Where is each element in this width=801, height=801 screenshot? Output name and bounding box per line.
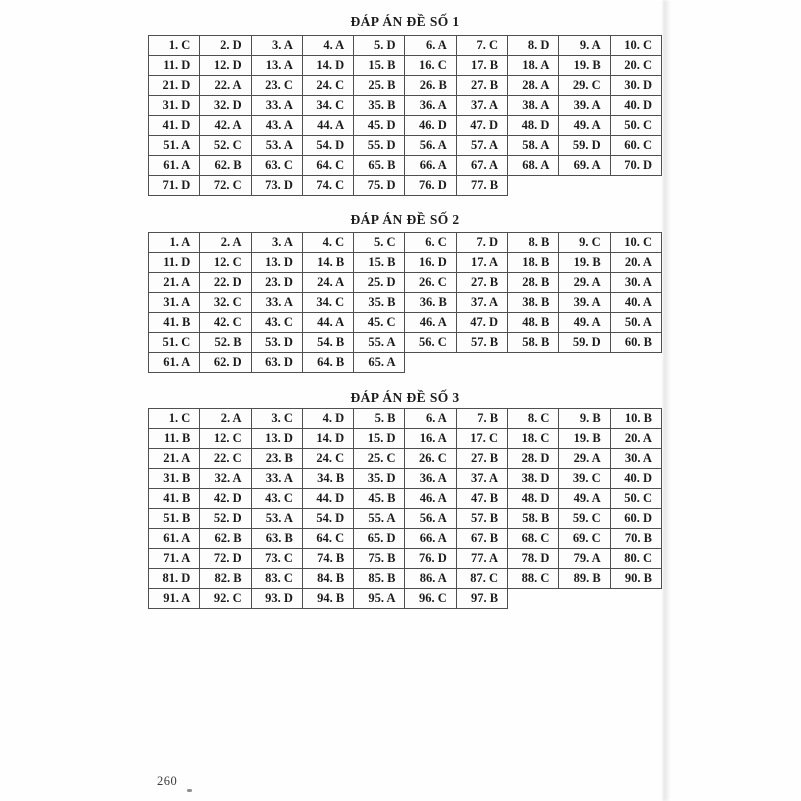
answer-table (148, 35, 662, 196)
answer-cell: 11. D (148, 252, 200, 273)
answer-cell: 58. B (507, 508, 559, 529)
answer-cell: 74. C (302, 175, 354, 196)
answer-cell: 65. A (353, 352, 405, 373)
answer-cell: 25. B (353, 75, 405, 96)
answer-cell: 95. A (353, 588, 405, 609)
answer-cell: 83. C (251, 568, 303, 589)
answer-cell: 77. A (456, 548, 508, 569)
answer-cell: 72. C (199, 175, 251, 196)
answer-cell: 38. A (507, 95, 559, 116)
answer-cell: 12. D (199, 55, 251, 76)
answer-cell: 74. B (302, 548, 354, 569)
answer-cell: 33. A (251, 292, 303, 313)
answer-cell: 1. A (148, 232, 200, 253)
answer-row (148, 95, 662, 116)
answer-cell: 48. D (507, 488, 559, 509)
answer-cell: 5. C (353, 232, 405, 253)
answer-cell: 17. C (456, 428, 508, 449)
answer-cell: 29. A (558, 272, 610, 293)
answer-cell: 6. A (404, 35, 456, 56)
answer-cell: 61. A (148, 155, 200, 176)
answer-cell: 27. B (456, 272, 508, 293)
answer-cell: 19. B (558, 252, 610, 273)
answer-cell: 37. A (456, 292, 508, 313)
answer-cell: 29. C (558, 75, 610, 96)
answer-cell: 62. B (199, 155, 251, 176)
answer-cell: 6. A (404, 408, 456, 429)
answer-cell: 35. B (353, 292, 405, 313)
answer-cell: 12. C (199, 428, 251, 449)
answer-cell: 31. A (148, 292, 200, 313)
answer-cell: 48. B (507, 312, 559, 333)
answer-cell: 32. A (199, 468, 251, 489)
answer-cell: 52. C (199, 135, 251, 156)
answer-cell: 36. B (404, 292, 456, 313)
answer-cell: 86. A (404, 568, 456, 589)
answer-cell: 35. B (353, 95, 405, 116)
answer-cell: 77. B (456, 175, 508, 196)
answer-cell: 37. A (456, 95, 508, 116)
answer-cell: 40. D (610, 95, 662, 116)
answer-cell: 96. C (404, 588, 456, 609)
answer-cell: 50. C (610, 115, 662, 136)
answer-cell: 11. D (148, 55, 200, 76)
answer-cell: 2. A (199, 232, 251, 253)
answer-cell: 41. D (148, 115, 200, 136)
answer-row (148, 292, 662, 313)
answer-cell: 30. A (610, 272, 662, 293)
answer-cell: 15. D (353, 428, 405, 449)
answer-cell: 28. B (507, 272, 559, 293)
answer-cell: 97. B (456, 588, 508, 609)
answer-cell: 13. D (251, 252, 303, 273)
answer-cell: 18. A (507, 55, 559, 76)
answer-cell: 36. A (404, 95, 456, 116)
answer-cell: 4. D (302, 408, 354, 429)
answer-cell: 34. C (302, 292, 354, 313)
answer-cell: 5. B (353, 408, 405, 429)
answer-cell: 4. A (302, 35, 354, 56)
answer-cell: 28. D (507, 448, 559, 469)
answer-cell: 46. A (404, 488, 456, 509)
answer-row (148, 428, 662, 449)
answer-cell: 39. A (558, 95, 610, 116)
answer-table (148, 232, 662, 373)
answer-cell: 39. C (558, 468, 610, 489)
answer-row (148, 332, 662, 353)
answer-cell: 39. A (558, 292, 610, 313)
answer-cell: 56. A (404, 508, 456, 529)
answer-row (148, 252, 662, 273)
answer-cell: 53. D (251, 332, 303, 353)
answer-cell: 45. B (353, 488, 405, 509)
answer-cell: 91. A (148, 588, 200, 609)
answer-cell: 14. D (302, 428, 354, 449)
answer-cell: 52. D (199, 508, 251, 529)
answer-cell: 16. D (404, 252, 456, 273)
answer-cell: 22. D (199, 272, 251, 293)
answer-cell: 8. C (507, 408, 559, 429)
answer-cell: 10. B (610, 408, 662, 429)
answer-cell: 59. D (558, 135, 610, 156)
answer-cell: 25. C (353, 448, 405, 469)
answer-cell: 82. B (199, 568, 251, 589)
answer-cell: 20. C (610, 55, 662, 76)
answer-cell: 67. B (456, 528, 508, 549)
answer-cell: 19. B (558, 428, 610, 449)
answer-cell: 60. B (610, 332, 662, 353)
answer-cell: 80. C (610, 548, 662, 569)
answer-cell: 22. A (199, 75, 251, 96)
answer-row (148, 588, 662, 609)
answer-cell: 67. A (456, 155, 508, 176)
answer-cell: 51. A (148, 135, 200, 156)
answer-cell: 51. B (148, 508, 200, 529)
answer-cell: 59. C (558, 508, 610, 529)
answer-cell: 36. A (404, 468, 456, 489)
answer-cell: 33. A (251, 468, 303, 489)
answer-cell: 54. B (302, 332, 354, 353)
answer-cell: 54. D (302, 135, 354, 156)
answer-cell: 44. A (302, 115, 354, 136)
answer-cell: 48. D (507, 115, 559, 136)
answer-cell: 29. A (558, 448, 610, 469)
answer-cell: 24. C (302, 75, 354, 96)
answer-cell: 46. D (404, 115, 456, 136)
answer-cell: 84. B (302, 568, 354, 589)
answer-cell: 26. C (404, 272, 456, 293)
answer-cell: 55. D (353, 135, 405, 156)
answer-cell: 38. D (507, 468, 559, 489)
answer-cell: 76. D (404, 548, 456, 569)
answer-cell: 2. A (199, 408, 251, 429)
answer-cell: 53. A (251, 508, 303, 529)
answer-cell: 32. D (199, 95, 251, 116)
answer-cell: 6. C (404, 232, 456, 253)
answer-cell: 30. D (610, 75, 662, 96)
answer-cell: 70. B (610, 528, 662, 549)
answer-cell: 38. B (507, 292, 559, 313)
answer-cell: 20. A (610, 428, 662, 449)
answer-cell: 53. A (251, 135, 303, 156)
answer-cell: 34. C (302, 95, 354, 116)
answer-cell: 21. A (148, 272, 200, 293)
answer-cell: 93. D (251, 588, 303, 609)
answer-cell: 42. A (199, 115, 251, 136)
answer-cell: 20. A (610, 252, 662, 273)
answer-row (148, 115, 662, 136)
answer-cell: 40. A (610, 292, 662, 313)
answer-cell: 64. B (302, 352, 354, 373)
answer-cell: 15. B (353, 252, 405, 273)
answer-cell: 70. D (610, 155, 662, 176)
answer-cell: 88. C (507, 568, 559, 589)
answer-row (148, 528, 662, 549)
answer-row (148, 232, 662, 253)
answer-cell: 28. A (507, 75, 559, 96)
answer-cell: 62. D (199, 352, 251, 373)
answer-cell: 23. C (251, 75, 303, 96)
answer-cell: 24. A (302, 272, 354, 293)
answer-cell: 17. B (456, 55, 508, 76)
answer-cell: 78. D (507, 548, 559, 569)
answer-cell: 79. A (558, 548, 610, 569)
answer-cell: 9. B (558, 408, 610, 429)
answer-cell: 7. C (456, 35, 508, 56)
answer-cell: 73. C (251, 548, 303, 569)
answer-cell: 60. D (610, 508, 662, 529)
answer-cell: 92. C (199, 588, 251, 609)
answer-cell: 58. B (507, 332, 559, 353)
answer-row (148, 175, 662, 196)
page-number: 260 (157, 774, 178, 788)
answer-cell: 71. A (148, 548, 200, 569)
answer-cell: 43. A (251, 115, 303, 136)
answer-row (148, 135, 662, 156)
answer-cell: 81. D (148, 568, 200, 589)
answer-cell: 61. A (148, 352, 200, 373)
answer-cell: 34. B (302, 468, 354, 489)
table-title: ĐÁP ÁN ĐỀ SỐ 2 (350, 212, 460, 227)
answer-cell: 3. A (251, 35, 303, 56)
answer-cell: 2. D (199, 35, 251, 56)
scan-gutter-shadow (663, 0, 670, 801)
answer-cell: 64. C (302, 155, 354, 176)
answer-cell: 3. A (251, 232, 303, 253)
answer-row (148, 488, 662, 509)
answer-cell: 22. C (199, 448, 251, 469)
answer-cell: 27. B (456, 75, 508, 96)
answer-cell: 27. B (456, 448, 508, 469)
answer-cell: 42. C (199, 312, 251, 333)
answer-cell: 73. D (251, 175, 303, 196)
answer-row (148, 75, 662, 96)
answer-row (148, 408, 662, 429)
answer-cell: 63. B (251, 528, 303, 549)
answer-cell: 33. A (251, 95, 303, 116)
answer-cell: 14. D (302, 55, 354, 76)
answer-row (148, 548, 662, 569)
answer-cell: 66. A (404, 155, 456, 176)
table-title: ĐÁP ÁN ĐỀ SỐ 1 (350, 14, 460, 29)
answer-cell: 14. B (302, 252, 354, 273)
answer-cell: 44. A (302, 312, 354, 333)
answer-cell: 62. B (199, 528, 251, 549)
answer-cell: 52. B (199, 332, 251, 353)
answer-cell: 10. C (610, 232, 662, 253)
answer-row (148, 352, 662, 373)
answer-cell: 43. C (251, 312, 303, 333)
answer-cell: 61. A (148, 528, 200, 549)
answer-cell: 54. D (302, 508, 354, 529)
answer-row (148, 312, 662, 333)
answer-cell: 49. A (558, 488, 610, 509)
answer-cell: 7. D (456, 232, 508, 253)
answer-row (148, 448, 662, 469)
answer-cell: 21. D (148, 75, 200, 96)
answer-cell: 50. A (610, 312, 662, 333)
answer-cell: 71. D (148, 175, 200, 196)
answer-cell: 69. A (558, 155, 610, 176)
answer-cell: 75. D (353, 175, 405, 196)
answer-cell: 55. A (353, 508, 405, 529)
answer-cell: 68. C (507, 528, 559, 549)
answer-cell: 45. C (353, 312, 405, 333)
answer-cell: 60. C (610, 135, 662, 156)
answer-cell: 7. B (456, 408, 508, 429)
answer-cell: 59. D (558, 332, 610, 353)
answer-cell: 47. D (456, 312, 508, 333)
answer-cell: 31. D (148, 95, 200, 116)
answer-cell: 23. D (251, 272, 303, 293)
answer-cell: 30. A (610, 448, 662, 469)
answer-cell: 16. A (404, 428, 456, 449)
answer-cell: 49. A (558, 312, 610, 333)
answer-cell: 9. C (558, 232, 610, 253)
answer-cell: 49. A (558, 115, 610, 136)
answer-cell: 85. B (353, 568, 405, 589)
answer-cell: 66. A (404, 528, 456, 549)
answer-row (148, 568, 662, 589)
answer-cell: 17. A (456, 252, 508, 273)
answer-cell: 4. C (302, 232, 354, 253)
answer-cell: 15. B (353, 55, 405, 76)
answer-cell: 94. B (302, 588, 354, 609)
answer-cell: 41. B (148, 312, 200, 333)
answer-cell: 40. D (610, 468, 662, 489)
answer-cell: 87. C (456, 568, 508, 589)
answer-cell: 12. C (199, 252, 251, 273)
answer-cell: 3. C (251, 408, 303, 429)
answer-cell: 45. D (353, 115, 405, 136)
answer-cell: 44. D (302, 488, 354, 509)
answer-cell: 1. C (148, 408, 200, 429)
answer-cell: 63. C (251, 155, 303, 176)
answer-cell: 18. B (507, 252, 559, 273)
answer-cell: 47. D (456, 115, 508, 136)
answer-cell: 72. D (199, 548, 251, 569)
answer-cell: 19. B (558, 55, 610, 76)
answer-cell: 42. D (199, 488, 251, 509)
answer-cell: 8. D (507, 35, 559, 56)
answer-cell: 31. B (148, 468, 200, 489)
answer-cell: 25. D (353, 272, 405, 293)
answer-cell: 56. A (404, 135, 456, 156)
answer-cell: 56. C (404, 332, 456, 353)
ink-smudge (187, 789, 192, 792)
answer-cell: 21. A (148, 448, 200, 469)
answer-cell: 9. A (558, 35, 610, 56)
answer-cell: 57. B (456, 332, 508, 353)
answer-cell: 65. B (353, 155, 405, 176)
answer-cell: 46. A (404, 312, 456, 333)
answer-cell: 35. D (353, 468, 405, 489)
answer-cell: 13. D (251, 428, 303, 449)
answer-row (148, 272, 662, 293)
answer-cell: 76. D (404, 175, 456, 196)
answer-cell: 24. C (302, 448, 354, 469)
answer-cell: 65. D (353, 528, 405, 549)
answer-cell: 11. B (148, 428, 200, 449)
answer-cell: 10. C (610, 35, 662, 56)
answer-row (148, 508, 662, 529)
answer-cell: 43. C (251, 488, 303, 509)
answer-cell: 51. C (148, 332, 200, 353)
answer-cell: 13. A (251, 55, 303, 76)
answer-table (148, 408, 662, 609)
answer-row (148, 55, 662, 76)
answer-cell: 57. A (456, 135, 508, 156)
answer-cell: 63. D (251, 352, 303, 373)
answer-cell: 18. C (507, 428, 559, 449)
answer-cell: 26. C (404, 448, 456, 469)
answer-row (148, 35, 662, 56)
answer-cell: 16. C (404, 55, 456, 76)
answer-cell: 58. A (507, 135, 559, 156)
answer-cell: 90. B (610, 568, 662, 589)
table-title: ĐÁP ÁN ĐỀ SỐ 3 (350, 390, 460, 405)
answer-cell: 32. C (199, 292, 251, 313)
answer-cell: 57. B (456, 508, 508, 529)
answer-cell: 55. A (353, 332, 405, 353)
answer-cell: 64. C (302, 528, 354, 549)
answer-cell: 5. D (353, 35, 405, 56)
answer-cell: 26. B (404, 75, 456, 96)
answer-cell: 75. B (353, 548, 405, 569)
answer-cell: 50. C (610, 488, 662, 509)
answer-cell: 68. A (507, 155, 559, 176)
answer-row (148, 468, 662, 489)
answer-cell: 89. B (558, 568, 610, 589)
answer-row (148, 155, 662, 176)
answer-cell: 8. B (507, 232, 559, 253)
answer-cell: 1. C (148, 35, 200, 56)
answer-cell: 37. A (456, 468, 508, 489)
answer-cell: 47. B (456, 488, 508, 509)
answer-cell: 41. B (148, 488, 200, 509)
answer-cell: 23. B (251, 448, 303, 469)
answer-cell: 69. C (558, 528, 610, 549)
